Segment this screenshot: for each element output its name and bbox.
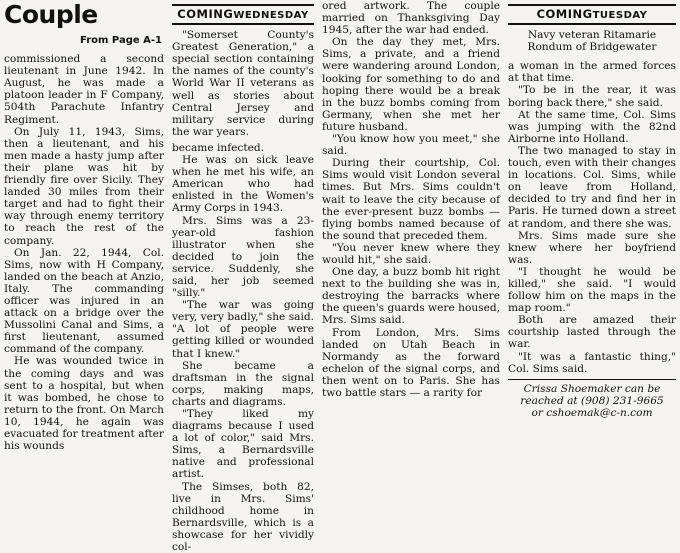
paragraph: One day, a buzz bomb hit right next to the building she was in, destroying the barracks where the queen's guards were housed, Mrs. Sims said. (322, 266, 500, 327)
paragraph: Mrs. Sims was a 23-year-old fashion illustrator when she decided to join the service. Suddenly, she said, her job seemed "silly." (172, 214, 314, 300)
paragraph: From London, Mrs. Sims landed on Utah Beach in Normandy as the forward echelon of the signal corps, and then went on to Paris. She has two battle stars — a rarity for (322, 326, 500, 399)
coming-wednesday-kicker (172, 4, 314, 25)
coming-wednesday-text: "Somerset County's Greatest Generation," a special section containing the names of the county's World War II veterans as well as stories about Central Jersey and military service during the war years. (172, 29, 314, 138)
coming-tuesday-text (508, 29, 676, 53)
author-credit (508, 379, 676, 419)
story-column-3 (322, 0, 500, 422)
coming-tuesday-kicker (508, 4, 676, 25)
paragraph: On Jan. 22, 1944, Col. Sims, now with H Company, landed on the beach at Anzio, Italy. The commanding officer was injured in an attack on a bridge over the Mussolini Canal and Sims, a first lieutenant, assumed command of the company. (4, 246, 164, 356)
paragraph: She became a draftsman in the signal corps, making maps, charts and diagrams. (172, 359, 314, 408)
paragraph: On July 11, 1943, Sims, then a lieutenant, and his men made a hasty jump after their plane was hit by friendly fire over Sicily. They landed 30 miles from their target and had to fight their way through enemy territory to reach the rest of the company. (4, 125, 164, 247)
headline: Couple (4, 0, 98, 29)
kicker-day: WEDNESDAY (233, 10, 309, 21)
teaser-line: Rondum of Bridgewater (527, 41, 657, 54)
story-column-1 (4, 0, 164, 453)
jump-line: From Page A-1 (80, 35, 162, 46)
paragraph: The two managed to stay in touch, even with their changes in locations. Col. Sims, while on leave from Holland, decided to try and find her in Paris. He turned down a street at random, and there she was. (508, 144, 676, 230)
paragraph: ored artwork. The couple married on Thanksgiving Day 1945, after the war had ended. (322, 0, 500, 37)
paragraph: commissioned a second lieutenant in June 1942. In August, he was made a platoon leader in F Company, 504th Parachute Infantry Regiment. (4, 53, 164, 126)
paragraph: On the day they met, Mrs. Sims, a private, and a friend were wandering around London, looking for something to do and hoping there would be a break in the buzz bombs coming from Germany, when she met her future husband. (322, 36, 500, 133)
paragraph: During their courtship, Col. Sims would visit London several times. But Mrs. Sims couldn't wait to leave the city because of the ever-present buzz bombs — flying bombs named because of the sound that preceded them. (322, 157, 500, 242)
paragraph: At the same time, Col. Sims was jumping with the 82nd Airborne into Holland. (508, 108, 676, 145)
paragraph: He was on sick leave when he met his wife, an American who had enlisted in the Women's Army Corps in 1943. (172, 154, 314, 215)
paragraph: "The war was going very, very badly," she said. "A lot of people were getting killed or wounded that I knew." (172, 299, 314, 360)
story-column-4 (508, 0, 676, 422)
paragraph: "They liked my diagrams because I used a lot of color," said Mrs. Sims, a Bernardsville native and professional artist. (172, 408, 314, 481)
paragraph: "To be in the rear, it was boring back there," she said. (508, 84, 676, 109)
paragraph: "It was a fantastic thing," Col. Sims said. (508, 350, 676, 375)
paragraph: "You never knew where they would hit," she said. (322, 241, 500, 266)
teaser-line: Navy veteran Ritamarie (527, 29, 657, 42)
paragraph: Mrs. Sims made sure she knew where her boyfriend was. (508, 229, 676, 266)
kicker-day: TUESDAY (592, 10, 648, 21)
paragraph: The Simses, both 82, live in Mrs. Sims' childhood home in Bernardsville, which is a showcase for her vividly col- (172, 480, 314, 553)
credit-line: Crissa Shoemaker can be (523, 382, 661, 395)
kicker-coming: COMING (536, 7, 593, 21)
kicker-coming: COMING (177, 7, 234, 21)
paragraph: "You know how you meet," she said. (322, 133, 500, 158)
paragraph: "I thought he would be killed," she said. "I would follow him on the maps in the map room." (508, 265, 676, 315)
credit-line: or cshoemak@c-n.com (531, 406, 653, 419)
paragraph: became infected. (172, 141, 264, 154)
paragraph: a woman in the armed forces at that time. (508, 60, 676, 85)
credit-line: reached at (908) 231-9665 (520, 394, 664, 407)
paragraph: He was wounded twice in the coming days and was sent to a hospital, but when it was bombed, he chose to return to the front. On March 10, 1944, he again was evacuated for treatment after his wounds (4, 355, 164, 453)
paragraph: Both are amazed their courtship lasted through the war. (508, 314, 676, 351)
story-column-2 (172, 0, 314, 553)
